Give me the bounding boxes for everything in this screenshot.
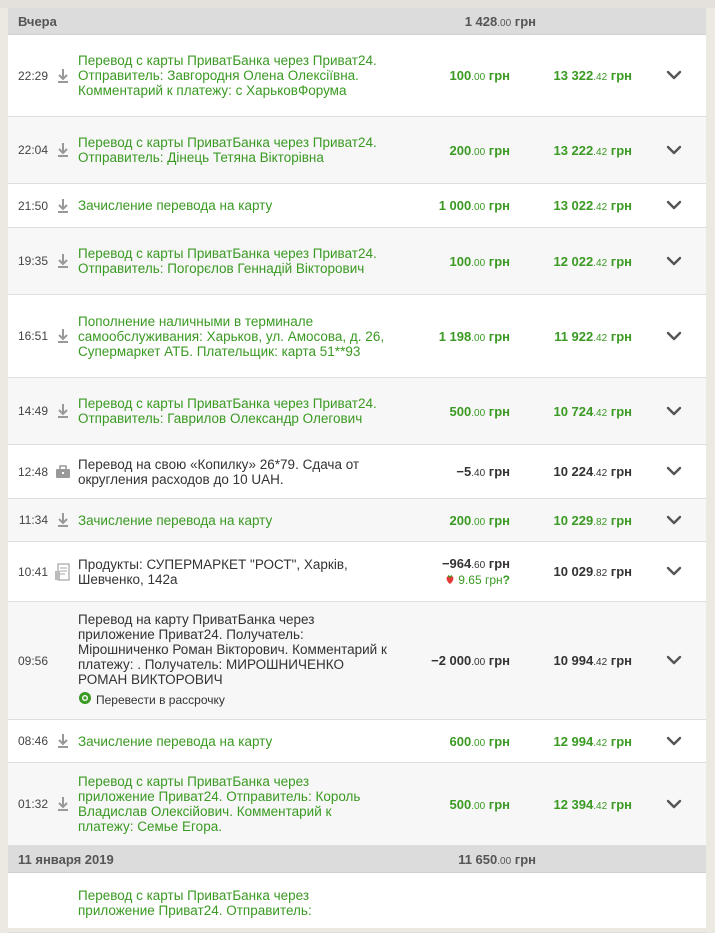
currency-label: грн — [610, 564, 632, 579]
currency-label: грн — [488, 796, 510, 812]
balance-dec: .42 — [593, 202, 608, 213]
transaction-row[interactable] — [8, 117, 706, 184]
transaction-description — [78, 457, 388, 487]
transaction-time: 11:34 — [18, 513, 48, 527]
transaction-time: 10:41 — [17, 564, 48, 579]
balance-dec: .42 — [593, 657, 608, 668]
arrow-down-icon — [48, 142, 78, 158]
chevron-down-icon[interactable] — [666, 513, 706, 528]
currency-label: грн — [488, 403, 510, 419]
balance-after — [510, 143, 632, 158]
arrow-down-icon — [48, 68, 78, 84]
currency-label: грн — [488, 556, 510, 571]
expand-toggle[interactable] — [632, 653, 706, 668]
transaction-amount — [388, 797, 510, 812]
expand-toggle[interactable] — [632, 734, 706, 749]
expand-toggle[interactable] — [632, 198, 706, 213]
currency-label: грн — [610, 653, 632, 668]
balance-after — [510, 254, 632, 269]
day-header — [8, 8, 706, 35]
amount-dec: .60 — [471, 560, 486, 571]
balance-int: 12 994 — [553, 733, 594, 749]
currency-label: грн — [610, 328, 632, 344]
transaction-amount — [388, 464, 510, 479]
balance-dec: .42 — [593, 468, 608, 479]
transaction-time: 01:32 — [17, 797, 48, 811]
currency-label: грн — [488, 198, 510, 213]
amount-dec: .00 — [471, 516, 486, 528]
balance-dec: .42 — [593, 332, 608, 344]
balance-int: 10 724 — [553, 403, 594, 419]
chevron-down-icon[interactable] — [666, 68, 706, 83]
expand-toggle[interactable] — [632, 513, 706, 528]
arrow-down-icon — [48, 328, 78, 344]
amount-dec: .00 — [471, 72, 486, 83]
balance-dec: .42 — [593, 257, 608, 269]
day-total-int: 1 428 — [464, 13, 498, 29]
day-header — [8, 846, 706, 873]
amount-int: 200 — [449, 512, 472, 528]
transaction-time: 14:49 — [17, 404, 48, 418]
transaction-amount — [388, 143, 510, 158]
description-text: Зачисление перевода на карту — [78, 198, 273, 213]
expand-toggle[interactable] — [632, 404, 706, 419]
description-text: Перевод с карты ПриватБанка через Приват24. Отправитель: Завгородня Олена Олексіївна. Комментарий к платежу: с ХарьковФорума — [78, 53, 377, 98]
transaction-amount — [388, 329, 510, 344]
day-total-int: 11 650 — [458, 851, 498, 867]
transaction-time: 19:35 — [17, 254, 48, 268]
balance-after — [510, 797, 632, 812]
description-text: Продукты: СУПЕРМАРКЕТ "РОСТ", Харків, Шевченко, 142а — [78, 556, 348, 587]
briefcase-icon — [48, 465, 78, 479]
balance-dec: .42 — [593, 800, 608, 812]
currency-label: грн — [610, 253, 632, 269]
transaction-description — [78, 774, 388, 834]
chevron-down-icon[interactable] — [666, 797, 706, 812]
amount-int: −964 — [441, 556, 472, 571]
expand-toggle[interactable] — [632, 68, 706, 83]
balance-after — [510, 464, 632, 479]
balance-int: 10 229 — [553, 512, 594, 528]
arrow-down-icon — [48, 198, 78, 214]
chevron-down-icon[interactable] — [666, 464, 706, 479]
transaction-row[interactable] — [8, 542, 706, 602]
transaction-description — [78, 53, 388, 98]
currency-label: грн — [610, 68, 632, 83]
balance-int: 10 224 — [553, 464, 594, 479]
description-text: Зачисление перевода на карту — [78, 512, 273, 528]
transaction-amount — [388, 653, 510, 668]
transaction-amount — [388, 556, 510, 587]
transaction-description — [78, 888, 388, 918]
transaction-time: 22:04 — [17, 143, 48, 157]
amount-int: 500 — [449, 403, 472, 419]
arrow-down-icon — [48, 733, 78, 749]
expand-toggle[interactable] — [632, 564, 706, 579]
transaction-time: 21:50 — [17, 198, 48, 213]
arrow-down-icon — [48, 796, 78, 812]
currency-label: грн — [488, 464, 510, 479]
top-strip — [0, 0, 715, 8]
currency-label: грн — [488, 733, 510, 749]
transaction-amount — [388, 68, 510, 83]
amount-dec: .00 — [471, 202, 486, 213]
balance-int: 11 922 — [554, 328, 594, 344]
expand-toggle[interactable] — [632, 329, 706, 344]
day-label: 11 января 2019 — [18, 851, 114, 867]
transaction-row[interactable] — [8, 295, 706, 378]
amount-int: 500 — [449, 796, 472, 812]
transaction-time: 22:29 — [17, 68, 48, 83]
currency-label: грн — [610, 142, 632, 158]
description-text: Перевод с карты ПриватБанка через Приват24. Отправитель: Дінець Тетяна Вікторівна — [78, 135, 377, 165]
day-total-dec: .00 — [497, 17, 512, 29]
chevron-down-icon[interactable] — [666, 254, 706, 269]
description-text: Перевод с карты ПриватБанка через Приват24. Отправитель: Гаврилов Олександр Олегович — [78, 396, 377, 426]
currency-label: грн — [610, 198, 632, 213]
amount-dec: .00 — [471, 146, 486, 158]
balance-dec: .42 — [593, 146, 608, 158]
balance-after — [510, 68, 632, 83]
day-label: Вчера — [18, 13, 57, 29]
amount-int: 600 — [449, 733, 472, 749]
currency-label: грн — [610, 733, 632, 749]
transaction-row[interactable] — [8, 445, 706, 499]
arrow-down-icon — [48, 512, 78, 528]
description-text: Перевод с карты ПриватБанка через приложение Приват24. Отправитель: — [78, 887, 312, 918]
transaction-amount — [388, 198, 510, 213]
currency-label: грн — [610, 403, 632, 419]
transaction-description — [78, 513, 388, 528]
installment-icon — [78, 691, 92, 709]
transaction-time: 08:46 — [17, 734, 48, 748]
expand-toggle[interactable] — [632, 143, 706, 158]
transaction-row[interactable] — [8, 720, 706, 763]
currency-label: грн — [610, 512, 632, 528]
balance-after — [510, 198, 632, 213]
expand-toggle[interactable] — [632, 797, 706, 812]
expand-toggle[interactable] — [632, 254, 706, 269]
chevron-down-icon[interactable] — [666, 198, 706, 213]
description-text: Пополнение наличными в терминале самообслуживания: Харьков, ул. Амосова, д. 26, Супермаркет АТБ. Плательщик: карта 51**93 — [78, 313, 385, 359]
transaction-amount — [388, 404, 510, 419]
balance-int: 10 029 — [553, 564, 594, 579]
transaction-row[interactable] — [8, 602, 706, 720]
currency-label: грн — [488, 142, 510, 158]
transaction-amount — [388, 254, 510, 269]
balance-after — [510, 513, 632, 528]
balance-dec: .82 — [593, 516, 608, 528]
transaction-row[interactable] — [8, 763, 706, 846]
balance-after — [510, 404, 632, 419]
chevron-down-icon[interactable] — [666, 653, 706, 668]
currency-label: грн — [514, 13, 536, 29]
currency-label: грн — [610, 464, 632, 479]
cashback-amount: 9.65 грн — [458, 573, 503, 587]
currency-label: грн — [488, 512, 510, 528]
balance-dec: .82 — [593, 568, 608, 579]
chevron-down-icon[interactable] — [666, 329, 706, 344]
arrow-down-icon — [48, 253, 78, 269]
description-text: Перевод с карты ПриватБанка через Приват24. Отправитель: Погорєлов Геннадій Вікторович — [78, 246, 377, 276]
currency-label: грн — [488, 68, 510, 83]
amount-dec: .00 — [471, 657, 486, 668]
balance-int: 12 394 — [553, 796, 594, 812]
transaction-time: 12:48 — [17, 464, 48, 479]
amount-dec: .00 — [471, 407, 486, 419]
transaction-description — [78, 314, 388, 359]
balance-int: 12 022 — [553, 253, 594, 269]
balance-dec: .42 — [593, 737, 608, 749]
expand-toggle[interactable] — [632, 464, 706, 479]
transactions-panel — [8, 8, 706, 928]
amount-int: −5 — [456, 464, 472, 479]
cashback-info[interactable] — [445, 573, 510, 587]
balance-after — [510, 734, 632, 749]
currency-label: грн — [514, 851, 536, 867]
amount-int: 1 000 — [438, 198, 472, 213]
transaction-time: 16:51 — [17, 329, 48, 343]
amount-dec: .00 — [471, 737, 486, 749]
description-text: Перевод на свою «Копилку» 26*79. Сдача от округления расходов до 10 UAH. — [78, 456, 360, 487]
amount-int: −2 000 — [431, 653, 472, 668]
transaction-description — [78, 612, 388, 709]
installment-label: Перевести в рассрочку — [96, 692, 225, 707]
transaction-amount — [388, 513, 510, 528]
amount-dec: .40 — [471, 468, 486, 479]
currency-label: грн — [488, 328, 510, 344]
day-total-dec: .00 — [497, 855, 512, 867]
amount-int: 200 — [449, 142, 472, 158]
transaction-description — [78, 198, 388, 213]
transaction-row[interactable] — [8, 499, 706, 542]
transaction-row[interactable] — [8, 378, 706, 445]
receipt-icon — [48, 563, 78, 581]
chevron-down-icon[interactable] — [666, 404, 706, 419]
transaction-row[interactable] — [8, 35, 706, 117]
transaction-time: 09:56 — [17, 653, 48, 668]
cashback-help-icon[interactable]: ? — [502, 573, 510, 587]
currency-label: грн — [610, 796, 632, 812]
chevron-down-icon[interactable] — [666, 734, 706, 749]
description-text: Перевод на карту ПриватБанка через приложение Приват24. Получатель: Мірошниченко Роман Вікторович. Комментарий к платежу: . Получатель: МИРОШНИЧЕНКО РОМАН ВИКТОРОВИЧ — [78, 612, 387, 687]
amount-dec: .00 — [471, 257, 486, 269]
amount-int: 100 — [449, 68, 472, 83]
day-total — [318, 852, 536, 867]
chevron-down-icon[interactable] — [666, 143, 706, 158]
currency-label: грн — [488, 653, 510, 668]
balance-after — [510, 329, 632, 344]
amount-int: 1 198 — [438, 328, 472, 344]
installment-link[interactable] — [78, 691, 388, 709]
balance-int: 13 022 — [553, 198, 594, 213]
amount-dec: .00 — [471, 332, 486, 344]
transaction-description — [78, 246, 388, 276]
amount-dec: .00 — [471, 800, 486, 812]
balance-int: 13 322 — [553, 68, 594, 83]
description-text: Перевод с карты ПриватБанка через приложение Приват24. Отправитель: Король Владислав Олексійович. Комментарий к платежу: Семье Егора. — [78, 774, 361, 834]
transaction-amount — [388, 734, 510, 749]
transaction-description — [78, 734, 388, 749]
transaction-row[interactable] — [8, 184, 706, 228]
balance-after — [510, 564, 632, 579]
arrow-down-icon — [48, 403, 78, 419]
description-text: Зачисление перевода на карту — [78, 733, 273, 749]
balance-int: 13 222 — [553, 142, 594, 158]
day-total — [318, 14, 536, 29]
chevron-down-icon[interactable] — [666, 564, 706, 579]
balance-after — [510, 653, 632, 668]
transaction-description — [78, 135, 388, 165]
amount-int: 100 — [449, 253, 472, 269]
transaction-description — [78, 396, 388, 426]
transaction-row[interactable] — [8, 873, 706, 933]
transaction-row[interactable] — [8, 228, 706, 295]
transaction-description — [78, 557, 388, 587]
currency-label: грн — [488, 253, 510, 269]
balance-int: 10 994 — [553, 653, 594, 668]
balance-dec: .42 — [593, 407, 608, 419]
balance-dec: .42 — [593, 72, 608, 83]
strawberry-icon — [445, 573, 455, 587]
